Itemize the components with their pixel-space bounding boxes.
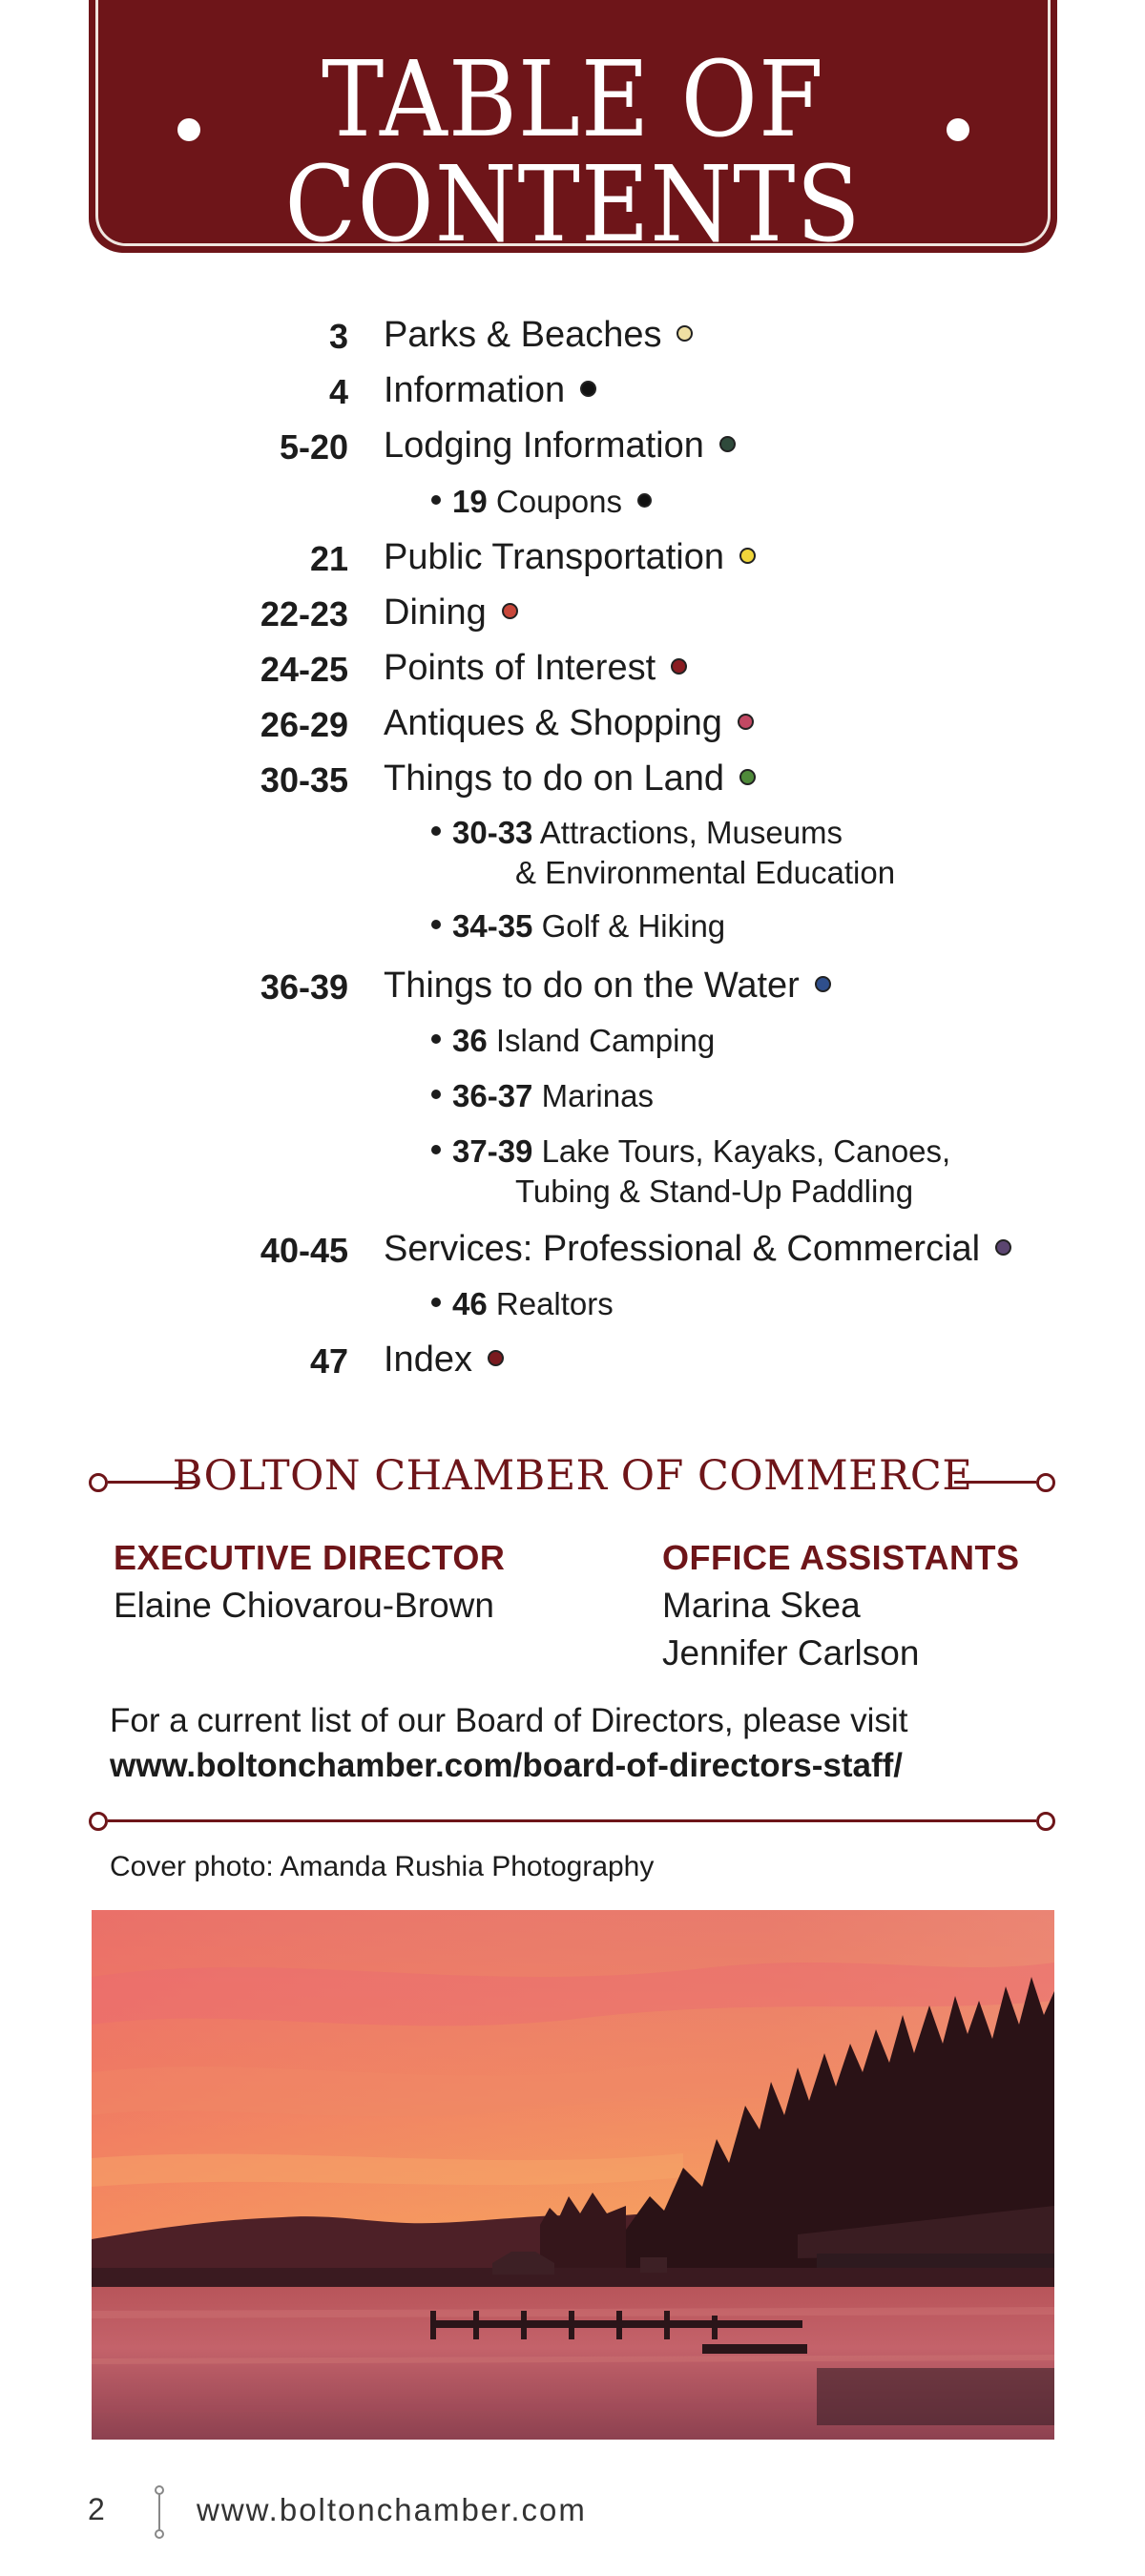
section-color-dot-icon — [502, 603, 518, 619]
toc-entry[interactable] — [384, 966, 831, 1007]
footer-divider-icon — [153, 2484, 166, 2542]
section-color-dot-icon — [637, 493, 652, 508]
section-color-dot-icon — [738, 714, 754, 730]
toc-entry[interactable] — [384, 703, 754, 744]
section-divider — [108, 1819, 1036, 1822]
toc-subentry-page: 37-39 — [452, 1133, 533, 1169]
rule-knob-right — [1036, 1812, 1055, 1831]
bullet-icon — [431, 826, 441, 836]
footer-website-link[interactable]: www.boltonchamber.com — [197, 2492, 587, 2527]
executive-director-heading: EXECUTIVE DIRECTOR — [114, 1538, 506, 1577]
toc-entry-label: Information — [384, 370, 566, 410]
bullet-icon — [431, 1145, 441, 1154]
toc-entry[interactable] — [384, 370, 596, 411]
toc-entry[interactable] — [384, 1229, 1011, 1270]
toc-page-number: 22-23 — [260, 594, 348, 634]
toc-entry[interactable] — [384, 315, 693, 356]
toc-entry[interactable] — [384, 648, 687, 689]
toc-subentry[interactable] — [431, 815, 843, 851]
toc-entry-label: Points of Interest — [384, 648, 656, 688]
toc-subentry-page: 36-37 — [452, 1078, 533, 1113]
section-color-dot-icon — [815, 976, 831, 992]
toc-subentry-page: 34-35 — [452, 908, 533, 944]
toc-entry-label: Public Transportation — [384, 537, 724, 577]
toc-entry-label: Antiques & Shopping — [384, 703, 722, 743]
bullet-icon — [431, 1090, 441, 1099]
toc-subentry-page: 46 — [452, 1286, 488, 1321]
toc-entry[interactable] — [384, 426, 736, 467]
toc-entry[interactable] — [384, 1340, 504, 1381]
section-color-dot-icon — [995, 1239, 1011, 1256]
toc-entry[interactable] — [384, 758, 756, 800]
cover-photo-credit: Cover photo: Amanda Rushia Photography — [110, 1851, 655, 1882]
toc-subentry-label: Realtors — [495, 1286, 614, 1321]
bullet-icon — [431, 1298, 441, 1307]
section-color-dot-icon — [739, 548, 756, 564]
toc-subentry[interactable] — [431, 1023, 715, 1059]
section-color-dot-icon — [739, 769, 756, 785]
sunset-lake-photo — [92, 1910, 1054, 2440]
board-visit-text: For a current list of our Board of Directors, please visit — [110, 1702, 908, 1739]
section-color-dot-icon — [580, 381, 596, 397]
toc-subentry-label: Attractions, Museums — [539, 815, 843, 850]
cover-photo — [92, 1910, 1054, 2440]
toc-subentry-label: Coupons — [495, 484, 622, 519]
toc-page-number: 3 — [328, 317, 348, 356]
toc-entry-label: Index — [384, 1340, 472, 1380]
toc-subentry-continuation: & Environmental Education — [515, 855, 896, 890]
toc-page-number: 36-39 — [260, 967, 348, 1007]
section-color-dot-icon — [671, 658, 687, 675]
toc-page-number: 26-29 — [260, 705, 348, 744]
toc-subentry-page: 36 — [452, 1023, 488, 1058]
page-number: 2 — [88, 2492, 105, 2526]
toc-entry-label: Dining — [384, 592, 487, 633]
toc-subentry-label: Lake Tours, Kayaks, Canoes, — [541, 1133, 951, 1169]
toc-subentry[interactable] — [431, 1286, 614, 1322]
bullet-icon — [431, 495, 441, 505]
toc-entry[interactable] — [384, 537, 756, 578]
toc-page-number: 24-25 — [260, 650, 348, 689]
toc-entry-label: Parks & Beaches — [384, 315, 662, 355]
bullet-icon — [431, 1034, 441, 1044]
toc-subentry-page: 19 — [452, 484, 488, 519]
executive-director-name: Elaine Chiovarou-Brown — [114, 1586, 494, 1625]
toc-entry-label: Things to do on the Water — [384, 966, 800, 1006]
toc-subentry[interactable] — [431, 1078, 654, 1114]
toc-subentry-label: Golf & Hiking — [541, 908, 726, 944]
toc-subentry[interactable] — [431, 1133, 950, 1170]
toc-subentry-continuation: Tubing & Stand-Up Paddling — [515, 1174, 914, 1209]
office-assistant-name: Jennifer Carlson — [662, 1633, 920, 1672]
toc-page-number: 47 — [309, 1341, 348, 1381]
toc-entry-label: Lodging Information — [384, 426, 704, 466]
toc-page-number: 4 — [328, 372, 348, 411]
office-assistant-name: Marina Skea — [662, 1586, 861, 1625]
bullet-icon — [431, 920, 441, 929]
toc-entry-label: Things to do on Land — [384, 758, 725, 799]
page-title: TABLE OF CONTENTS — [284, 39, 862, 266]
toc-subentry[interactable] — [431, 908, 725, 945]
office-assistants-heading: OFFICE ASSISTANTS — [662, 1538, 1020, 1577]
toc-subentry-label: Marinas — [541, 1078, 654, 1113]
toc-page-number: 21 — [309, 539, 348, 578]
toc-subentry[interactable] — [431, 484, 652, 520]
rule-knob-left — [89, 1812, 108, 1831]
chamber-title: BOLTON CHAMBER OF COMMERCE — [172, 1452, 973, 1500]
toc-entry-label: Services: Professional & Commercial — [384, 1229, 981, 1269]
toc-page-number: 5-20 — [279, 427, 348, 467]
toc-subentry-label: Island Camping — [495, 1023, 716, 1058]
toc-entry[interactable] — [384, 592, 518, 634]
toc-page-number: 40-45 — [260, 1231, 348, 1270]
section-color-dot-icon — [719, 436, 736, 452]
section-color-dot-icon — [677, 325, 693, 342]
toc-subentry-page: 30-33 — [452, 815, 533, 850]
toc-page-number: 30-35 — [260, 760, 348, 800]
board-directors-link[interactable]: www.boltonchamber.com/board-of-directors-staff/ — [110, 1747, 903, 1784]
section-color-dot-icon — [488, 1350, 504, 1366]
